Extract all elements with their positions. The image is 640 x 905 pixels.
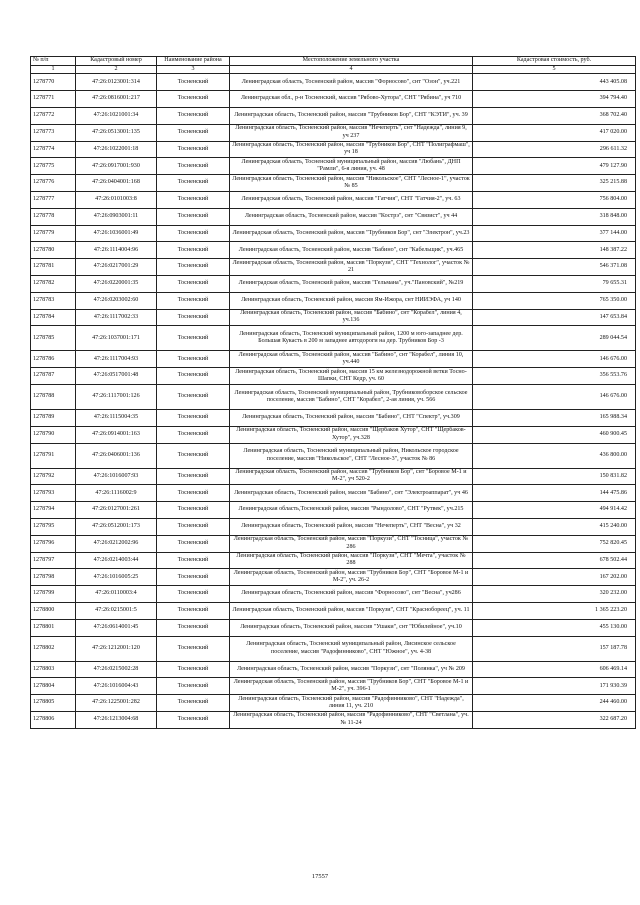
table-row [31, 309, 636, 326]
cadastral-number: 47:26:0404001:168 [76, 175, 157, 192]
cadastral-number: 47:26:1225001:282 [76, 695, 157, 712]
land-location: Ленинградская область, Тосненский район, массив "Поркузи", СНТ "Тосница", участок № 286 [230, 535, 473, 552]
column-index: 2 [76, 66, 157, 74]
land-location: Ленинградская область, Тосненский район, массив "Трубников Бор", снт "Боровое М-1 и М-2", уч 520-2 [230, 468, 473, 485]
cadastral-value: 150 831.82 [473, 468, 636, 485]
table-row [31, 586, 636, 603]
cadastral-value: 79 655.31 [473, 275, 636, 292]
cadastral-value: 146 676.00 [473, 384, 636, 409]
cadastral-number: 47:26:0123001:314 [76, 74, 157, 91]
row-number: 1278775 [31, 158, 76, 175]
table-row [31, 74, 636, 91]
page-number: 17557 [311, 873, 329, 880]
table-row [31, 275, 636, 292]
cadastral-value: 289 044.54 [473, 326, 636, 351]
table-row [31, 426, 636, 443]
district-name: Тосненский [157, 275, 230, 292]
land-location: Ленинградская область, Тосненский район, массив "Форносово", снт "Озон", уч.221 [230, 74, 473, 91]
table-row [31, 326, 636, 351]
land-location: Ленинградская область, Тосненский район, массив "Трубников Бор", СНТ "Боровое М-1 и М-2", уч. 396-1 [230, 678, 473, 695]
table-row [31, 468, 636, 485]
table-row [31, 636, 636, 661]
district-name: Тосненский [157, 326, 230, 351]
table-row [31, 351, 636, 368]
cadastral-number: 47:26:1016005:25 [76, 569, 157, 586]
cadastral-number: 47:26:0512001:173 [76, 518, 157, 535]
land-location: Ленинградская область, Тосненский муниципальный район, массив "Любань", ДНП "Рамли", 6-я линия, уч. 48 [230, 158, 473, 175]
cadastral-number: 47:26:0212002:96 [76, 535, 157, 552]
cadastral-number: 47:26:1021001:34 [76, 108, 157, 125]
cadastral-number: 47:26:1212001:120 [76, 636, 157, 661]
district-name: Тосненский [157, 175, 230, 192]
land-location: Ленинградская область, Тосненский район, массив "Поркузи", снт "Полянка", уч № 209 [230, 661, 473, 678]
district-name: Тосненский [157, 124, 230, 141]
cadastral-number: 47:26:1016007:93 [76, 468, 157, 485]
cadastral-number: 47:26:0127001:261 [76, 502, 157, 519]
row-number: 1278797 [31, 552, 76, 569]
district-name: Тосненский [157, 368, 230, 385]
cadastral-number: 47:26:0406001:136 [76, 443, 157, 468]
cadastral-value: 147 653.84 [473, 309, 636, 326]
row-number: 1278772 [31, 108, 76, 125]
cadastral-number: 47:26:0614001:45 [76, 619, 157, 636]
row-number: 1278804 [31, 678, 76, 695]
column-index: 3 [157, 66, 230, 74]
district-name: Тосненский [157, 191, 230, 208]
registry-sheet [30, 56, 627, 729]
table-row [31, 485, 636, 502]
column-index: 5 [473, 66, 636, 74]
land-location: Ленинградская область, Тосненский район, массив "Радофинниково", СНТ "Надежда", линия 11, уч. 210 [230, 695, 473, 712]
table-row [31, 158, 636, 175]
cadastral-value: 752 820.45 [473, 535, 636, 552]
district-name: Тосненский [157, 74, 230, 91]
cadastral-value: 756 804.00 [473, 191, 636, 208]
cadastral-value: 1 365 223.20 [473, 602, 636, 619]
cadastral-value: 678 502.44 [473, 552, 636, 569]
cadastral-number: 47:26:1036001:49 [76, 225, 157, 242]
land-location: Ленинградская область, Тосненский район, массив "Никольское", СНТ "Лесное-1", участок № 85 [230, 175, 473, 192]
cadastral-number: 47:26:1213004:68 [76, 711, 157, 728]
land-location: Ленинградская область, Тосненский район, массив "Гатчия", СНТ "Гатчия-2", уч. 63 [230, 191, 473, 208]
table-row [31, 384, 636, 409]
district-name: Тосненский [157, 552, 230, 569]
cadastral-number: 47:26:1116002:9 [76, 485, 157, 502]
cadastral-number: 47:26:0101003:8 [76, 191, 157, 208]
district-name: Тосненский [157, 259, 230, 276]
district-name: Тосненский [157, 518, 230, 535]
district-name: Тосненский [157, 426, 230, 443]
district-name: Тосненский [157, 586, 230, 603]
table-row [31, 191, 636, 208]
district-name: Тосненский [157, 384, 230, 409]
row-number: 1278796 [31, 535, 76, 552]
cadastral-value: 368 702.40 [473, 108, 636, 125]
row-number: 1278792 [31, 468, 76, 485]
land-location: Ленинградская область, Тосненский район, массив "Поркузи", СНТ "Мечта", участок № 288 [230, 552, 473, 569]
land-location: Ленинградская область,Тосненский район, массив "Рындолово", СНТ "Рутвек", уч.215 [230, 502, 473, 519]
cadastral-value-table [30, 56, 636, 729]
cadastral-value: 436 800.00 [473, 443, 636, 468]
land-location: Ленинградская область, Тосненский район, массив Ям-Ижора, снт НИИЭФА, уч 140 [230, 292, 473, 309]
district-name: Тосненский [157, 535, 230, 552]
district-name: Тосненский [157, 158, 230, 175]
row-number: 1278798 [31, 569, 76, 586]
cadastral-value: 144 475.86 [473, 485, 636, 502]
table-row [31, 141, 636, 158]
cadastral-number: 47:26:1117002:33 [76, 309, 157, 326]
land-location: Ленинградская область, Тосненский район, массив "Щербаков Хутор", СНТ "Щербаков-Хутор", уч.328 [230, 426, 473, 443]
district-name: Тосненский [157, 242, 230, 259]
district-name: Тосненский [157, 468, 230, 485]
district-name: Тосненский [157, 292, 230, 309]
district-name: Тосненский [157, 602, 230, 619]
cadastral-value: 546 371.08 [473, 259, 636, 276]
row-number: 1278779 [31, 225, 76, 242]
cadastral-number: 47:26:1022001:18 [76, 141, 157, 158]
row-number: 1278790 [31, 426, 76, 443]
row-number: 1278788 [31, 384, 76, 409]
district-name: Тосненский [157, 636, 230, 661]
cadastral-value: 157 187.78 [473, 636, 636, 661]
cadastral-number: 47:26:0917001:930 [76, 158, 157, 175]
land-location: Ленинградская область, Тосненский район, массив "Трубников Бор", снт "Электрон", уч.23 [230, 225, 473, 242]
land-location: Ленинградская область, Тосненский муниципальный район, Никольское городское поселение, массив "Никольское", СНТ "Лесное-3", участок № 86 [230, 443, 473, 468]
cadastral-number: 47:26:0214003:44 [76, 552, 157, 569]
district-name: Тосненский [157, 309, 230, 326]
header-district: Наименование района [157, 57, 230, 66]
table-row [31, 108, 636, 125]
row-number: 1278795 [31, 518, 76, 535]
land-location: Ленинградская область, Тосненский район, массив "Бабино", снт "Корабел", линия 4, уч.136 [230, 309, 473, 326]
district-name: Тосненский [157, 711, 230, 728]
header-value: Кадастровая стоимость, руб. [473, 57, 636, 66]
cadastral-value: 415 240.00 [473, 518, 636, 535]
cadastral-value: 146 676.00 [473, 351, 636, 368]
cadastral-number: 47:26:0513001:135 [76, 124, 157, 141]
cadastral-value: 606 469.14 [473, 661, 636, 678]
district-name: Тосненский [157, 225, 230, 242]
row-number: 1278806 [31, 711, 76, 728]
cadastral-number: 47:26:0816001:217 [76, 91, 157, 108]
land-location: Ленинградская область, Тосненский муниципальный район, Трубниковоборское сельское поселение, массив "Бабино", СНТ "Корабел", 2-ая линия, уч. 566 [230, 384, 473, 409]
row-number: 1278783 [31, 292, 76, 309]
cadastral-number: 47:26:1037001:171 [76, 326, 157, 351]
header-location: Местоположение земельного участка [230, 57, 473, 66]
row-number: 1278781 [31, 259, 76, 276]
cadastral-value: 318 848.00 [473, 208, 636, 225]
row-number: 1278794 [31, 502, 76, 519]
cadastral-value: 167 202.00 [473, 569, 636, 586]
row-number: 1278791 [31, 443, 76, 468]
table-body [31, 74, 636, 728]
row-number: 1278776 [31, 175, 76, 192]
row-number: 1278784 [31, 309, 76, 326]
cadastral-value: 296 611.32 [473, 141, 636, 158]
cadastral-value: 171 930.39 [473, 678, 636, 695]
table-row [31, 91, 636, 108]
table-row [31, 409, 636, 426]
land-location: Ленинградская область, Тосненский район, массив "Трубников Бор", СНТ "КЭТИ", уч. 39 [230, 108, 473, 125]
table-row [31, 292, 636, 309]
district-name: Тосненский [157, 108, 230, 125]
cadastral-value: 320 232.00 [473, 586, 636, 603]
row-number: 1278786 [31, 351, 76, 368]
row-number: 1278789 [31, 409, 76, 426]
land-location: Ленинградская область, Тосненский район, массив 15 км железнодорожной ветки Тосно-Шапки, СНТ Кедр, уч. 60 [230, 368, 473, 385]
cadastral-value: 455 130.00 [473, 619, 636, 636]
cadastral-number: 47:26:0110003:4 [76, 586, 157, 603]
cadastral-value: 244 460.00 [473, 695, 636, 712]
table-row [31, 368, 636, 385]
table-row [31, 711, 636, 728]
land-location: Ленинградская область, Тосненский район, массив "Нечеперть", СНТ "Весна", уч 32 [230, 518, 473, 535]
row-number: 1278771 [31, 91, 76, 108]
cadastral-value: 765 350.00 [473, 292, 636, 309]
land-location: Ленинградская область, Тосненский район, массив "Бабино", снт "Корабел", линия 10, уч.440 [230, 351, 473, 368]
cadastral-value: 356 553.76 [473, 368, 636, 385]
land-location: Ленинградская обл., р-н Тосненский, массив "Рябово-Хутора", СНТ "Рябина", уч 710 [230, 91, 473, 108]
row-number: 1278780 [31, 242, 76, 259]
table-row [31, 124, 636, 141]
cadastral-value: 325 215.88 [473, 175, 636, 192]
column-index: 4 [230, 66, 473, 74]
table-row [31, 552, 636, 569]
row-number: 1278778 [31, 208, 76, 225]
cadastral-value: 494 914.42 [473, 502, 636, 519]
cadastral-number: 47:26:1117001:126 [76, 384, 157, 409]
land-location: Ленинградская область, Тосненский район, массив "Нечеперть", снт "Надежда", линия 9, уч 237 [230, 124, 473, 141]
district-name: Тосненский [157, 661, 230, 678]
table-row [31, 242, 636, 259]
district-name: Тосненский [157, 569, 230, 586]
cadastral-value: 479 127.90 [473, 158, 636, 175]
land-location: Ленинградская область, Тосненский муниципальный район, 1200 м юго-западнее дер. Большая Кукасть в 200 м западнее автодороги на дер. Трубников Бор -3 [230, 326, 473, 351]
district-name: Тосненский [157, 695, 230, 712]
table-header-row [31, 57, 636, 66]
cadastral-number: 47:26:0517001:48 [76, 368, 157, 385]
cadastral-value: 165 988.34 [473, 409, 636, 426]
table-row [31, 443, 636, 468]
row-number: 1278773 [31, 124, 76, 141]
table-row [31, 535, 636, 552]
table-row [31, 208, 636, 225]
cadastral-value: 148 387.22 [473, 242, 636, 259]
district-name: Тосненский [157, 141, 230, 158]
table-row [31, 695, 636, 712]
cadastral-value: 417 020.00 [473, 124, 636, 141]
table-row [31, 502, 636, 519]
row-number: 1278787 [31, 368, 76, 385]
cadastral-value: 322 687.20 [473, 711, 636, 728]
table-row [31, 602, 636, 619]
row-number: 1278800 [31, 602, 76, 619]
cadastral-number: 47:26:1117004:93 [76, 351, 157, 368]
district-name: Тосненский [157, 485, 230, 502]
land-location: Ленинградская область, Тосненский район, массив "Поркузи", СНТ "Краснобореец", уч. 11 [230, 602, 473, 619]
district-name: Тосненский [157, 619, 230, 636]
table-row [31, 661, 636, 678]
land-location: Ленинградская область, Тосненский район, массив "Гельмана", уч."Пановский", №219 [230, 275, 473, 292]
cadastral-number: 47:26:0203002:60 [76, 292, 157, 309]
cadastral-value: 377 144.00 [473, 225, 636, 242]
column-index: 1 [31, 66, 76, 74]
district-name: Тосненский [157, 502, 230, 519]
cadastral-value: 394 794.40 [473, 91, 636, 108]
table-row [31, 225, 636, 242]
cadastral-number: 47:26:1016004:43 [76, 678, 157, 695]
row-number: 1278774 [31, 141, 76, 158]
row-number: 1278793 [31, 485, 76, 502]
row-number: 1278805 [31, 695, 76, 712]
land-location: Ленинградская область, Тосненский муниципальный район, Лисинское сельское поселение, массив "Радофинниково", СНТ "Южное", уч. 4-38 [230, 636, 473, 661]
row-number: 1278770 [31, 74, 76, 91]
cadastral-value: 460 900.45 [473, 426, 636, 443]
column-index-row [31, 66, 636, 74]
table-row [31, 569, 636, 586]
cadastral-number: 47:26:0215001:5 [76, 602, 157, 619]
land-location: Ленинградская область, Тосненский район, массив "Бабино", снт "Электроаппарат", уч 46 [230, 485, 473, 502]
row-number: 1278802 [31, 636, 76, 661]
cadastral-number: 47:26:0217001:29 [76, 259, 157, 276]
table-row [31, 678, 636, 695]
table-row [31, 619, 636, 636]
header-num: № п/п [31, 57, 76, 66]
cadastral-number: 47:26:1114004:96 [76, 242, 157, 259]
table-row [31, 175, 636, 192]
cadastral-value: 443 405.08 [473, 74, 636, 91]
land-location: Ленинградская область, Тосненский район, массив "Бабино", снт "Кабельщик", уч.465 [230, 242, 473, 259]
row-number: 1278777 [31, 191, 76, 208]
row-number: 1278803 [31, 661, 76, 678]
land-location: Ленинградская область, Тосненский район, массив "Кострэ", снт "Связист", уч 44 [230, 208, 473, 225]
land-location: Ленинградская область, Тосненский район, массив "Трубников Бор", СНТ "Полиграфмаш", уч 18 [230, 141, 473, 158]
district-name: Тосненский [157, 351, 230, 368]
cadastral-number: 47:26:0220001:35 [76, 275, 157, 292]
row-number: 1278782 [31, 275, 76, 292]
cadastral-number: 47:26:0903001:11 [76, 208, 157, 225]
table-row [31, 259, 636, 276]
row-number: 1278799 [31, 586, 76, 603]
district-name: Тосненский [157, 678, 230, 695]
cadastral-number: 47:26:1115004:35 [76, 409, 157, 426]
land-location: Ленинградская область, Тосненский район, массив "Бабино", СНТ "Спектр", уч.309 [230, 409, 473, 426]
land-location: Ленинградская область, Тосненский район, массив "Поркузи", СНТ "Технолог", участок № 21 [230, 259, 473, 276]
cadastral-number: 47:26:0215002:28 [76, 661, 157, 678]
district-name: Тосненский [157, 409, 230, 426]
district-name: Тосненский [157, 208, 230, 225]
district-name: Тосненский [157, 91, 230, 108]
row-number: 1278801 [31, 619, 76, 636]
land-location: Ленинградская область, Тосненский район, массив "Форносово", снт "Весна", уч286 [230, 586, 473, 603]
land-location: Ленинградская область, Тосненский район, массив "Трубников Бор", СНТ "Боровое М-1 и М-2", уч. 26-2 [230, 569, 473, 586]
table-row [31, 518, 636, 535]
header-cadastral: Кадастровый номер [76, 57, 157, 66]
cadastral-number: 47:26:0914001:163 [76, 426, 157, 443]
row-number: 1278785 [31, 326, 76, 351]
land-location: Ленинградская область, Тосненский район, массив "Ушаки", снт "Юбилейное", уч.10 [230, 619, 473, 636]
district-name: Тосненский [157, 443, 230, 468]
land-location: Ленинградская область, Тосненский район, массив "Радофинниково", СНТ "Светлана", уч. № 11-24 [230, 711, 473, 728]
